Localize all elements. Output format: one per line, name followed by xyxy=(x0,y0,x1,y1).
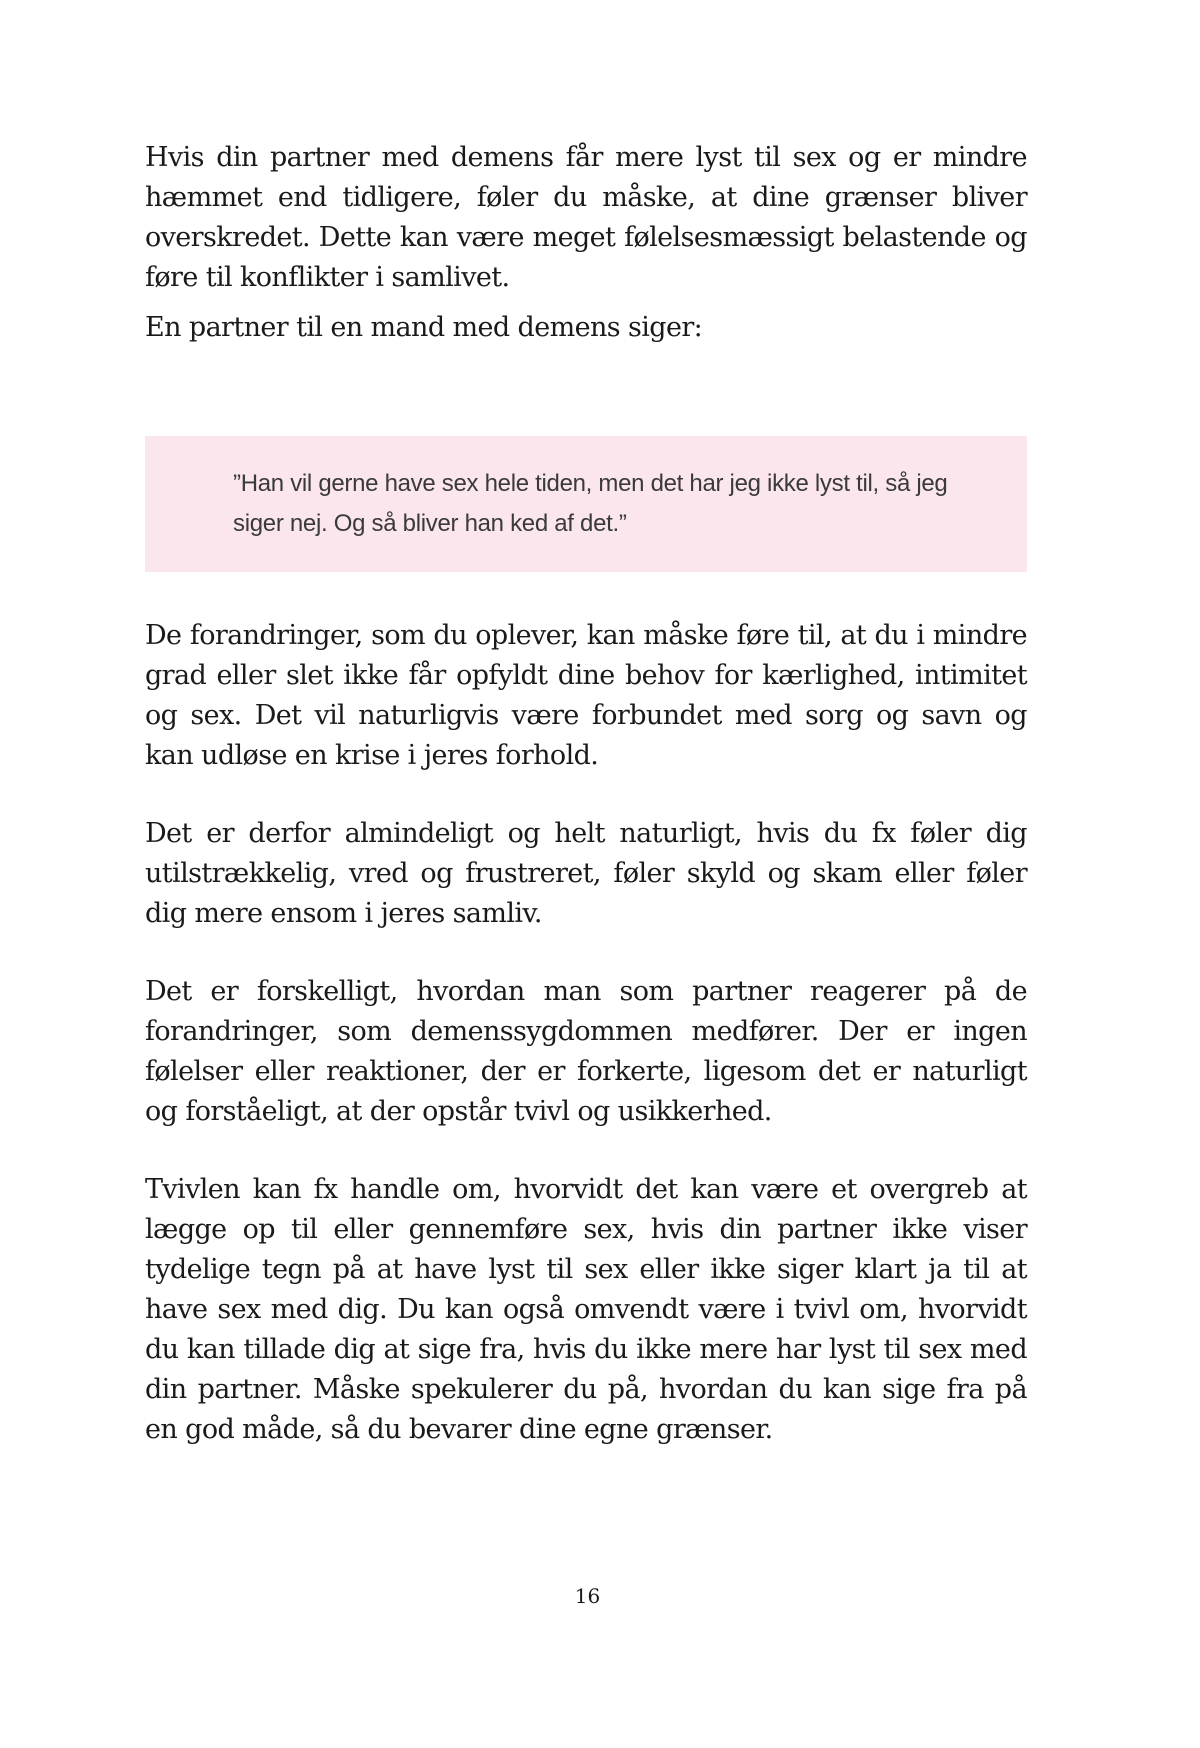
paragraph-quote-intro: En partner til en mand med demens siger: xyxy=(145,312,703,343)
paragraph-doubt: Tvivlen kan fx handle om, hvorvidt det kan være et overgreb at lægge op til eller gennemføre sex, hvis din partner ikke viser tydelige tegn på at have lyst til sex eller ikke siger klart ja til at have sex med dig. Du kan også omvendt være i tvivl om, hvorvidt du kan tillade dig at sige fra, hvis du ikke mere har lyst til sex med din partner. Måske spekulerer du på, hvordan du kan sige fra på en god måde, så du bevarer dine egne grænser. xyxy=(145,1174,1027,1445)
quote-box xyxy=(145,436,1027,572)
paragraph-partner-desire: Hvis din partner med demens får mere lyst til sex og er mindre hæmmet end tidligere, føler du måske, at dine grænser bliver overskredet. Dette kan være meget følelsesmæssigt belastende og føre til konflikter i samlivet. xyxy=(145,142,1027,293)
paragraph-feelings: Det er derfor almindeligt og helt naturligt, hvis du fx føler dig utilstrækkelig, vred og frustreret, føler skyld og skam eller føler dig mere ensom i jeres samliv. xyxy=(145,818,1027,929)
quote-text: ”Han vil gerne have sex hele tiden, men det har jeg ikke lyst til, så jeg siger nej. Og så bliver han ked af det.” xyxy=(233,470,948,537)
paragraph-changes: De forandringer, som du oplever, kan måske føre til, at du i mindre grad eller slet ikke får opfyldt dine behov for kærlighed, intimitet og sex. Det vil naturligvis være forbundet med sorg og savn og kan udløse en krise i jeres forhold. xyxy=(145,620,1027,771)
page-number: 16 xyxy=(574,1584,601,1608)
paragraph-reactions: Det er forskelligt, hvordan man som partner reagerer på de forandringer, som demenssygdommen medfører. Der er ingen følelser eller reaktioner, der er forkerte, ligesom det er naturligt og forståeligt, at der opstår tvivl og usikkerhed. xyxy=(145,976,1027,1127)
